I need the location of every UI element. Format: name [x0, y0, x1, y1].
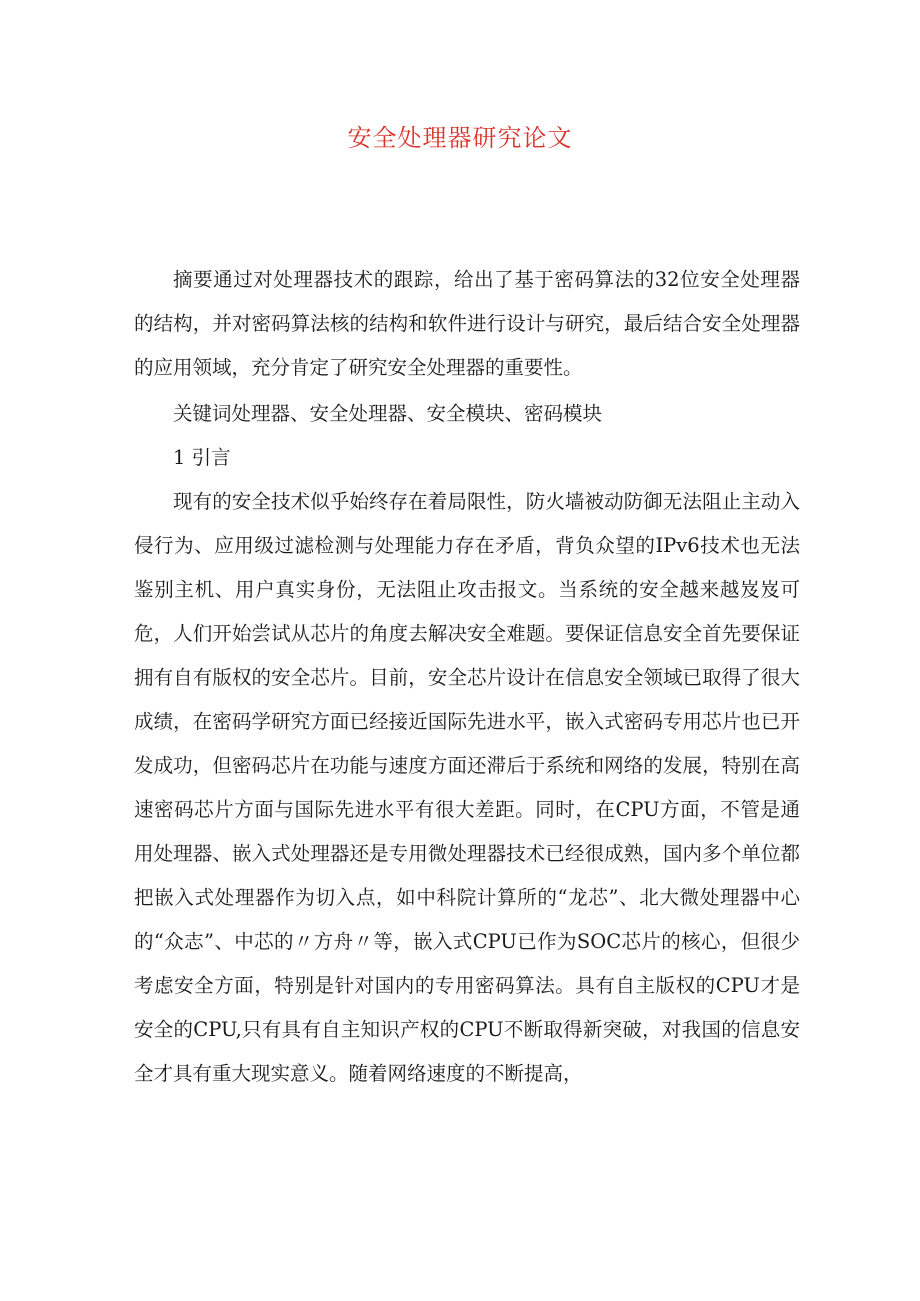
abstract-paragraph: 摘要通过对处理器技术的跟踪，给出了基于密码算法的32位安全处理器的结构，并对密码算法核的结构和软件进行设计与研究，最后结合安全处理器的应用领域，充分肯定了研究安全处理器的重要性。 [134, 268, 800, 379]
section-heading: 1 引言 [173, 446, 231, 469]
keywords-paragraph: 关键词处理器、安全处理器、安全模块、密码模块 [173, 402, 603, 425]
body-paragraph: 现有的安全技术似乎始终存在着局限性，防火墙被动防御无法阻止主动入侵行为、应用级过滤检测与处理能力存在矛盾，背负众望的IPv6技术也无法鉴别主机、用户真实身份，无法阻止攻击报文。当系统的安全越来越岌岌可危，人们开始尝试从芯片的角度去解决安全难题。要保证信息安全首先要保证拥有自有版权的安全芯片。目前，安全芯片设计在信息安全领域已取得了很大成绩，在密码学研究方面已经接近国际先进水平，嵌入式密码专用芯片也已开发成功，但密码芯片在功能与速度方面还滞后于系统和网络的发展，特别在高速密码芯片方面与国际先进水平有很大差距。同时，在CPU方面，不管是通用处理器、嵌入式处理器还是专用微处理器技术已经很成熟，国内多个单位都把嵌入式处理器作为切入点，如中科院计算所的“龙芯”、北大微处理器中心的“众志”、中芯的〃方舟〃等，嵌入式CPU已作为SOC芯片的核心，但很少考虑安全方面，特别是针对国内的专用密码算法。具有自主版权的CPU才是安全的CPU,只有具有自主知识产权的CPU不断取得新突破，对我国的信息安全才具有重大现实意义。随着网络速度的不断提高， [134, 490, 800, 1085]
document-title: 安全处理器研究论文 [347, 124, 573, 152]
document-body [134, 258, 800, 1096]
